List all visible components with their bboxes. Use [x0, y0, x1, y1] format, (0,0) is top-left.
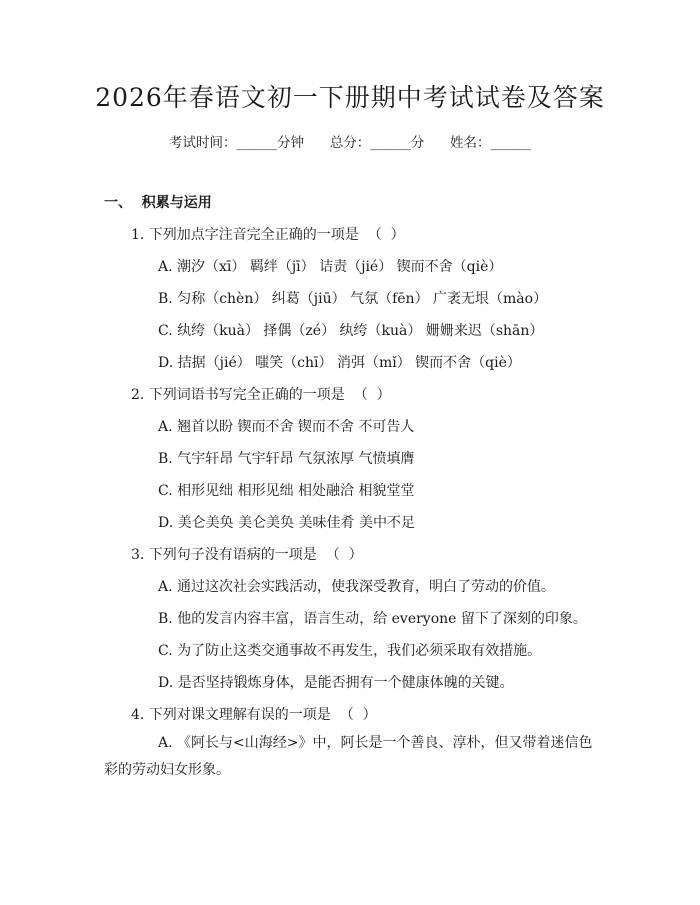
- question-4-option-a-paragraph: A. 《阿长与<山海经>》中，阿长是一个善良、淳朴，但又带着迷信色彩的劳动妇女形象。: [104, 735, 593, 778]
- question-1-option-d: D. 拮据（jié） 嗤笑（chī） 消弭（mǐ） 锲而不舍（qiè）: [158, 355, 521, 371]
- question-1-option-a: A. 潮汐（xī） 羁绊（jī） 诘责（jié） 锲而不舍（qiè）: [158, 259, 503, 275]
- exam-title: 2026年春语文初一下册期中考试试卷及答案: [95, 83, 605, 112]
- question-3-stem: 3. 下列句子没有语病的一项是 （ ）: [131, 547, 363, 563]
- question-4-stem: 4. 下列对课文理解有误的一项是 （ ）: [131, 707, 377, 723]
- exam-info-line: 考试时间：______分钟 总分：______分 姓名：______: [169, 135, 531, 151]
- question-1-stem: 1. 下列加点字注音完全正确的一项是 （ ）: [131, 227, 405, 243]
- question-3-option-a: A. 通过这次社会实践活动，使我深受教育，明白了劳动的价值。: [158, 579, 556, 595]
- section-heading: 一、 积累与运用: [104, 195, 212, 211]
- question-3-option-b: B. 他的发言内容丰富，语言生动，给 everyone 留下了深刻的印象。: [158, 611, 587, 627]
- question-2-option-d: D. 美仑美奂 美仑美奂 美味佳肴 美中不足: [158, 515, 415, 531]
- question-2-option-c: C. 相形见绌 相形见绌 相处融洽 相貌堂堂: [158, 483, 415, 499]
- question-1-option-b: B. 匀称（chèn） 纠葛（jiū） 气氛（fēn） 广袤无垠（mào）: [158, 291, 548, 307]
- question-3-option-c: C. 为了防止这类交通事故不再发生，我们必须采取有效措施。: [158, 643, 542, 659]
- question-2-option-a: A. 翘首以盼 锲而不舍 锲而不舍 不可告人: [158, 419, 415, 435]
- question-2-stem: 2. 下列词语书写完全正确的一项是 （ ）: [131, 387, 391, 403]
- question-3-option-d: D. 是否坚持锻炼身体，是能否拥有一个健康体魄的关键。: [158, 675, 514, 691]
- question-1-option-c: C. 纨绔（kuà） 择偶（zé） 纨绔（kuà） 姗姗来迟（shān）: [158, 323, 544, 339]
- question-2-option-b: B. 气宇轩昂 气宇轩昂 气氛浓厚 气愤填膺: [158, 451, 415, 467]
